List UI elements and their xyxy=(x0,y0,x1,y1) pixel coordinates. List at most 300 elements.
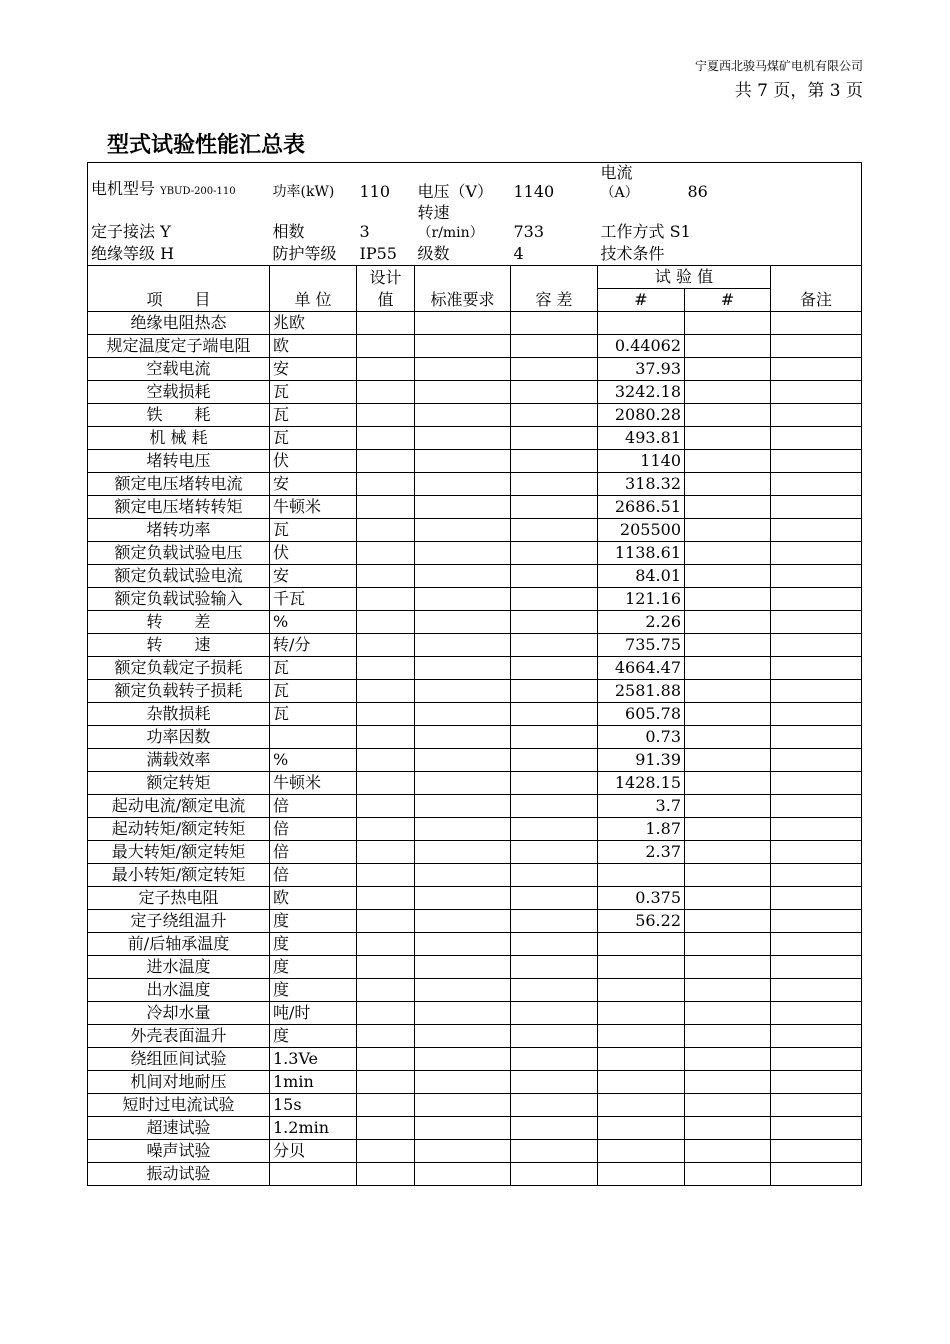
row-tolerance xyxy=(511,519,598,542)
row-standard xyxy=(415,542,511,565)
row-test-value-2 xyxy=(685,979,771,1002)
row-unit: % xyxy=(270,611,357,634)
row-test-value-2 xyxy=(685,657,771,680)
row-test-value-1 xyxy=(598,1048,685,1071)
row-design xyxy=(357,933,415,956)
row-item: 超速试验 xyxy=(88,1117,270,1140)
row-standard xyxy=(415,749,511,772)
row-tolerance xyxy=(511,542,598,565)
row-remarks xyxy=(771,910,862,933)
row-item: 机间对地耐压 xyxy=(88,1071,270,1094)
row-tolerance xyxy=(511,1025,598,1048)
table-row xyxy=(88,841,862,864)
row-tolerance xyxy=(511,634,598,657)
row-standard xyxy=(415,1002,511,1025)
voltage-value: 1140 xyxy=(511,163,598,204)
row-design xyxy=(357,910,415,933)
row-standard xyxy=(415,703,511,726)
row-remarks xyxy=(771,427,862,450)
row-test-value-2 xyxy=(685,381,771,404)
speed-label-line2: （r/min） xyxy=(417,225,484,241)
row-tolerance xyxy=(511,864,598,887)
col-test-1-header: # xyxy=(598,289,685,312)
row-design xyxy=(357,542,415,565)
row-item: 最小转矩/额定转矩 xyxy=(88,864,270,887)
row-tolerance xyxy=(511,312,598,335)
row-test-value-2 xyxy=(685,910,771,933)
row-tolerance xyxy=(511,841,598,864)
row-tolerance xyxy=(511,703,598,726)
row-test-value-2 xyxy=(685,335,771,358)
row-item: 堵转功率 xyxy=(88,519,270,542)
row-standard xyxy=(415,519,511,542)
table-row xyxy=(88,335,862,358)
table-row xyxy=(88,496,862,519)
row-standard xyxy=(415,450,511,473)
row-standard xyxy=(415,427,511,450)
row-design xyxy=(357,496,415,519)
row-tolerance xyxy=(511,335,598,358)
row-unit: 度 xyxy=(270,1025,357,1048)
row-unit: 吨/时 xyxy=(270,1002,357,1025)
row-standard xyxy=(415,1140,511,1163)
row-unit: 欧 xyxy=(270,887,357,910)
info-row-1 xyxy=(88,163,862,204)
row-item: 转 速 xyxy=(88,634,270,657)
row-standard xyxy=(415,335,511,358)
row-unit: 倍 xyxy=(270,864,357,887)
row-remarks xyxy=(771,1094,862,1117)
row-standard xyxy=(415,933,511,956)
row-design xyxy=(357,1025,415,1048)
row-design xyxy=(357,1163,415,1186)
row-remarks xyxy=(771,795,862,818)
row-standard xyxy=(415,1117,511,1140)
row-remarks xyxy=(771,657,862,680)
row-item: 额定负载转子损耗 xyxy=(88,680,270,703)
row-standard xyxy=(415,565,511,588)
row-design xyxy=(357,772,415,795)
row-unit: 15s xyxy=(270,1094,357,1117)
row-standard xyxy=(415,496,511,519)
row-unit: 瓦 xyxy=(270,404,357,427)
row-test-value-1: 3242.18 xyxy=(598,381,685,404)
row-test-value-2 xyxy=(685,772,771,795)
row-test-value-2 xyxy=(685,611,771,634)
row-remarks xyxy=(771,358,862,381)
row-test-value-2 xyxy=(685,427,771,450)
row-unit: % xyxy=(270,749,357,772)
table-row xyxy=(88,864,862,887)
table-row xyxy=(88,358,862,381)
row-remarks xyxy=(771,680,862,703)
table-row xyxy=(88,634,862,657)
row-item: 满载效率 xyxy=(88,749,270,772)
row-standard xyxy=(415,358,511,381)
row-remarks xyxy=(771,565,862,588)
row-standard xyxy=(415,772,511,795)
row-tolerance xyxy=(511,818,598,841)
table-row xyxy=(88,565,862,588)
insulation-label: 绝缘等级 xyxy=(91,244,156,263)
row-remarks xyxy=(771,519,862,542)
row-design xyxy=(357,611,415,634)
row-unit xyxy=(270,1163,357,1186)
row-test-value-2 xyxy=(685,726,771,749)
col-design-header xyxy=(357,266,415,312)
row-unit: 倍 xyxy=(270,795,357,818)
row-standard xyxy=(415,841,511,864)
row-test-value-1 xyxy=(598,1140,685,1163)
row-test-value-1: 37.93 xyxy=(598,358,685,381)
table-row xyxy=(88,795,862,818)
row-test-value-1 xyxy=(598,1094,685,1117)
table-row xyxy=(88,542,862,565)
row-test-value-2 xyxy=(685,450,771,473)
row-item: 绕组匝间试验 xyxy=(88,1048,270,1071)
row-test-value-1: 318.32 xyxy=(598,473,685,496)
row-unit: 安 xyxy=(270,565,357,588)
row-test-value-2 xyxy=(685,749,771,772)
row-test-value-2 xyxy=(685,933,771,956)
row-standard xyxy=(415,1094,511,1117)
row-test-value-2 xyxy=(685,634,771,657)
table-row xyxy=(88,1071,862,1094)
results-grid xyxy=(88,266,862,1186)
row-test-value-2 xyxy=(685,1002,771,1025)
row-test-value-2 xyxy=(685,680,771,703)
row-design xyxy=(357,841,415,864)
row-item: 规定温度定子端电阻 xyxy=(88,335,270,358)
row-tolerance xyxy=(511,749,598,772)
row-remarks xyxy=(771,1163,862,1186)
row-unit: 度 xyxy=(270,979,357,1002)
table-row xyxy=(88,1163,862,1186)
row-standard xyxy=(415,611,511,634)
row-item: 起动转矩/额定转矩 xyxy=(88,818,270,841)
row-item: 转 差 xyxy=(88,611,270,634)
row-item: 绝缘电阻热态 xyxy=(88,312,270,335)
row-item: 空载损耗 xyxy=(88,381,270,404)
col-test-2-header: # xyxy=(685,289,771,312)
header-row-1 xyxy=(88,266,862,289)
row-test-value-1: 56.22 xyxy=(598,910,685,933)
row-item: 定子热电阻 xyxy=(88,887,270,910)
current-label-line2: （A） xyxy=(600,185,639,201)
row-tolerance xyxy=(511,956,598,979)
row-remarks xyxy=(771,864,862,887)
row-standard xyxy=(415,1025,511,1048)
row-design xyxy=(357,864,415,887)
row-test-value-2 xyxy=(685,1071,771,1094)
row-standard xyxy=(415,1163,511,1186)
row-standard xyxy=(415,887,511,910)
row-test-value-1: 84.01 xyxy=(598,565,685,588)
row-item: 最大转矩/额定转矩 xyxy=(88,841,270,864)
row-unit: 安 xyxy=(270,358,357,381)
row-tolerance xyxy=(511,358,598,381)
row-unit: 转/分 xyxy=(270,634,357,657)
row-test-value-1: 0.44062 xyxy=(598,335,685,358)
row-unit: 倍 xyxy=(270,841,357,864)
table-row xyxy=(88,956,862,979)
current-value: 86 xyxy=(685,163,771,204)
col-design-line2: 值 xyxy=(377,290,394,309)
row-remarks xyxy=(771,726,862,749)
row-test-value-2 xyxy=(685,887,771,910)
row-item: 功率因数 xyxy=(88,726,270,749)
row-tolerance xyxy=(511,1117,598,1140)
row-item: 起动电流/额定电流 xyxy=(88,795,270,818)
current-label-line1: 电流 xyxy=(600,163,633,182)
row-test-value-1 xyxy=(598,1163,685,1186)
row-remarks xyxy=(771,749,862,772)
row-test-value-1: 605.78 xyxy=(598,703,685,726)
row-standard xyxy=(415,657,511,680)
row-design xyxy=(357,1071,415,1094)
row-test-value-2 xyxy=(685,1094,771,1117)
row-unit: 分贝 xyxy=(270,1140,357,1163)
row-test-value-1 xyxy=(598,1025,685,1048)
table-row xyxy=(88,1094,862,1117)
row-design xyxy=(357,335,415,358)
row-standard xyxy=(415,381,511,404)
row-design xyxy=(357,450,415,473)
protection-label: 防护等级 xyxy=(272,244,337,263)
row-design xyxy=(357,1117,415,1140)
row-remarks xyxy=(771,956,862,979)
row-test-value-2 xyxy=(685,473,771,496)
row-remarks xyxy=(771,312,862,335)
row-test-value-2 xyxy=(685,1140,771,1163)
phase-value: 3 xyxy=(359,222,370,241)
row-test-value-1: 1138.61 xyxy=(598,542,685,565)
row-test-value-1: 2.26 xyxy=(598,611,685,634)
row-test-value-2 xyxy=(685,1163,771,1186)
company-name: 宁夏西北骏马煤矿电机有限公司 xyxy=(694,59,863,73)
row-item: 冷却水量 xyxy=(88,1002,270,1025)
table-row xyxy=(88,611,862,634)
row-unit: 倍 xyxy=(270,818,357,841)
row-item: 前/后轴承温度 xyxy=(88,933,270,956)
row-standard xyxy=(415,818,511,841)
row-standard xyxy=(415,404,511,427)
row-tolerance xyxy=(511,588,598,611)
row-tolerance xyxy=(511,887,598,910)
row-tolerance xyxy=(511,611,598,634)
row-item: 额定电压堵转电流 xyxy=(88,473,270,496)
row-test-value-2 xyxy=(685,1117,771,1140)
row-standard xyxy=(415,956,511,979)
row-design xyxy=(357,703,415,726)
table-row xyxy=(88,1140,862,1163)
row-test-value-2 xyxy=(685,312,771,335)
row-unit xyxy=(270,726,357,749)
row-item: 出水温度 xyxy=(88,979,270,1002)
table-row xyxy=(88,979,862,1002)
row-test-value-1: 205500 xyxy=(598,519,685,542)
row-item: 进水温度 xyxy=(88,956,270,979)
row-test-value-1: 0.375 xyxy=(598,887,685,910)
row-tolerance xyxy=(511,1002,598,1025)
phase-label: 相数 xyxy=(272,222,305,241)
row-item: 噪声试验 xyxy=(88,1140,270,1163)
table-row xyxy=(88,772,862,795)
table-row xyxy=(88,588,862,611)
row-test-value-1: 3.7 xyxy=(598,795,685,818)
row-unit: 瓦 xyxy=(270,427,357,450)
row-design xyxy=(357,1002,415,1025)
row-remarks xyxy=(771,1140,862,1163)
row-test-value-1 xyxy=(598,956,685,979)
row-unit: 安 xyxy=(270,473,357,496)
row-test-value-1: 121.16 xyxy=(598,588,685,611)
row-tolerance xyxy=(511,910,598,933)
row-unit: 度 xyxy=(270,910,357,933)
row-unit: 瓦 xyxy=(270,381,357,404)
row-unit: 瓦 xyxy=(270,657,357,680)
page-info: 共 7 页，第 3 页 xyxy=(734,81,863,101)
row-tolerance xyxy=(511,1094,598,1117)
row-item: 堵转电压 xyxy=(88,450,270,473)
row-test-value-1: 2686.51 xyxy=(598,496,685,519)
protection-value: IP55 xyxy=(359,244,397,263)
row-tolerance xyxy=(511,473,598,496)
row-test-value-1 xyxy=(598,864,685,887)
row-remarks xyxy=(771,933,862,956)
row-unit: 1.3Ve xyxy=(270,1048,357,1071)
model-label: 电机型号 xyxy=(91,179,156,198)
table-row xyxy=(88,1002,862,1025)
table-row xyxy=(88,1025,862,1048)
row-remarks xyxy=(771,335,862,358)
row-test-value-1 xyxy=(598,933,685,956)
row-test-value-2 xyxy=(685,496,771,519)
row-item: 机 械 耗 xyxy=(88,427,270,450)
row-test-value-1: 91.39 xyxy=(598,749,685,772)
row-remarks xyxy=(771,542,862,565)
row-tolerance xyxy=(511,565,598,588)
row-test-value-1: 2080.28 xyxy=(598,404,685,427)
row-design xyxy=(357,795,415,818)
duty-value: S1 xyxy=(669,222,691,241)
row-remarks xyxy=(771,1117,862,1140)
row-item: 额定负载试验电压 xyxy=(88,542,270,565)
row-design xyxy=(357,726,415,749)
row-test-value-2 xyxy=(685,358,771,381)
row-test-value-1 xyxy=(598,979,685,1002)
row-remarks xyxy=(771,1071,862,1094)
row-item: 铁 耗 xyxy=(88,404,270,427)
row-design xyxy=(357,749,415,772)
row-item: 额定电压堵转转矩 xyxy=(88,496,270,519)
poles-value: 4 xyxy=(513,244,524,263)
row-test-value-2 xyxy=(685,542,771,565)
row-unit: 度 xyxy=(270,933,357,956)
row-item: 额定负载试验电流 xyxy=(88,565,270,588)
row-test-value-2 xyxy=(685,818,771,841)
row-test-value-1 xyxy=(598,1117,685,1140)
row-item: 定子绕组温升 xyxy=(88,910,270,933)
row-test-value-2 xyxy=(685,864,771,887)
row-item: 杂散损耗 xyxy=(88,703,270,726)
row-design xyxy=(357,473,415,496)
row-unit: 伏 xyxy=(270,450,357,473)
row-unit: 伏 xyxy=(270,542,357,565)
row-test-value-1: 493.81 xyxy=(598,427,685,450)
poles-label: 级数 xyxy=(417,244,450,263)
connection-value: Y xyxy=(160,222,171,241)
row-design xyxy=(357,358,415,381)
page-title: 型式试验性能汇总表 xyxy=(107,133,306,158)
row-design xyxy=(357,1048,415,1071)
row-standard xyxy=(415,588,511,611)
row-remarks xyxy=(771,887,862,910)
row-test-value-2 xyxy=(685,795,771,818)
row-test-value-1: 1140 xyxy=(598,450,685,473)
row-remarks xyxy=(771,588,862,611)
row-tolerance xyxy=(511,1048,598,1071)
row-unit: 牛顿米 xyxy=(270,496,357,519)
row-unit: 瓦 xyxy=(270,680,357,703)
row-tolerance xyxy=(511,450,598,473)
table-row xyxy=(88,1048,862,1071)
table-row xyxy=(88,887,862,910)
row-remarks xyxy=(771,841,862,864)
row-remarks xyxy=(771,473,862,496)
row-unit: 1min xyxy=(270,1071,357,1094)
row-design xyxy=(357,381,415,404)
table-row xyxy=(88,1117,862,1140)
row-test-value-2 xyxy=(685,404,771,427)
insulation-value: H xyxy=(160,244,175,263)
table-row xyxy=(88,933,862,956)
table-row xyxy=(88,519,862,542)
row-test-value-2 xyxy=(685,588,771,611)
row-item: 额定负载试验输入 xyxy=(88,588,270,611)
row-unit: 欧 xyxy=(270,335,357,358)
row-remarks xyxy=(771,818,862,841)
row-design xyxy=(357,1140,415,1163)
speed-label xyxy=(415,203,511,243)
table-row xyxy=(88,312,862,335)
table-row xyxy=(88,749,862,772)
row-test-value-1: 735.75 xyxy=(598,634,685,657)
connection-label: 定子接法 xyxy=(91,222,156,241)
row-design xyxy=(357,312,415,335)
row-design xyxy=(357,818,415,841)
row-remarks xyxy=(771,1025,862,1048)
row-test-value-2 xyxy=(685,841,771,864)
row-tolerance xyxy=(511,404,598,427)
row-design xyxy=(357,427,415,450)
row-unit: 瓦 xyxy=(270,703,357,726)
row-item: 短时过电流试验 xyxy=(88,1094,270,1117)
duty-cell xyxy=(598,203,771,243)
row-design xyxy=(357,887,415,910)
row-standard xyxy=(415,726,511,749)
row-test-value-1: 1.87 xyxy=(598,818,685,841)
row-tolerance xyxy=(511,381,598,404)
row-design xyxy=(357,680,415,703)
row-test-value-2 xyxy=(685,703,771,726)
row-test-value-2 xyxy=(685,956,771,979)
row-design xyxy=(357,404,415,427)
row-test-value-1: 4664.47 xyxy=(598,657,685,680)
row-test-value-1 xyxy=(598,1071,685,1094)
tech-conditions-label: 技术条件 xyxy=(600,244,665,263)
table-row xyxy=(88,450,862,473)
